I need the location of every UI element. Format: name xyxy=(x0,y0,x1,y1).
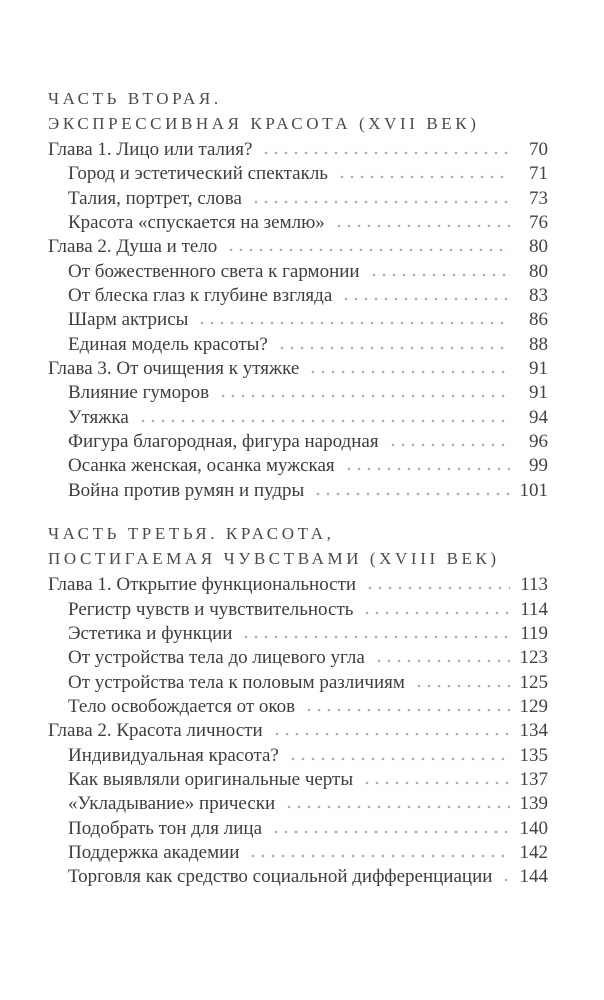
toc-entry-label: Подобрать тон для лица xyxy=(68,817,263,839)
toc-entry-label: Глава 3. От очищения к утяжке xyxy=(48,358,300,380)
dot-leader xyxy=(284,797,510,809)
toc-entry-label: Шарм актрисы xyxy=(68,309,189,331)
toc-entry xyxy=(48,817,548,841)
toc-entry-label: Глава 2. Душа и тело xyxy=(48,236,218,258)
toc-entry-label: Эстетика и функции xyxy=(68,622,233,644)
toc-entry xyxy=(48,841,548,865)
toc-part-second xyxy=(48,86,548,503)
dot-leader xyxy=(308,362,510,374)
toc-entry xyxy=(48,381,548,405)
toc-entry-label: Красота «спускается на землю» xyxy=(68,212,325,234)
toc-entry-page: 114 xyxy=(520,598,548,620)
toc-entry-label: Талия, портрет, слова xyxy=(68,187,242,209)
dot-leader xyxy=(337,167,510,179)
toc-entry-page: 101 xyxy=(519,479,548,501)
toc-entry-label: Регистр чувств и чувствительность xyxy=(68,598,354,620)
toc-entry xyxy=(48,308,548,332)
dot-leader xyxy=(313,484,510,496)
toc-entry xyxy=(48,430,548,454)
dot-leader xyxy=(341,289,510,301)
toc-entry-page: 71 xyxy=(529,163,548,185)
dot-leader xyxy=(226,240,510,252)
toc-entry xyxy=(48,719,548,743)
dot-leader xyxy=(334,216,510,228)
toc-entry-page: 144 xyxy=(519,866,548,888)
toc-entry-page: 137 xyxy=(519,768,548,790)
toc-entry-page: 86 xyxy=(529,309,548,331)
toc-entry xyxy=(48,622,548,646)
toc-entry-label: «Укладывание» прически xyxy=(68,793,276,815)
dot-leader xyxy=(271,822,510,834)
toc-entries xyxy=(48,573,548,889)
toc-entry-label: Влияние гуморов xyxy=(68,382,210,404)
toc-entry-page: 129 xyxy=(519,695,548,717)
toc-entry xyxy=(48,744,548,768)
toc-entry-label: Фигура благородная, фигура народная xyxy=(68,431,379,453)
toc-entry-label: Индивидуальная красота? xyxy=(68,744,279,766)
toc-entry xyxy=(48,138,548,162)
toc-entry-label: Тело освобождается от оков xyxy=(68,695,296,717)
toc-entry xyxy=(48,162,548,186)
dot-leader xyxy=(138,411,510,423)
toc-part-heading-line2: ЭКСПРЕССИВНАЯ КРАСОТА (XVII ВЕК) xyxy=(48,114,480,133)
toc-entry-label: Город и эстетический спектакль xyxy=(68,163,328,185)
toc-entry-label: Единая модель красоты? xyxy=(68,333,268,355)
toc-entry-page: 96 xyxy=(529,431,548,453)
dot-leader xyxy=(362,773,510,785)
toc-entry-label: От устройства тела до лицевого угла xyxy=(68,647,365,669)
dot-leader xyxy=(277,338,510,350)
dot-leader xyxy=(272,724,510,736)
toc-entry xyxy=(48,646,548,670)
toc-entry-label: Утяжка xyxy=(68,406,129,428)
toc-entry xyxy=(48,573,548,597)
toc-entry-page: 123 xyxy=(519,647,548,669)
toc-part-heading xyxy=(48,86,548,136)
toc-entry-label: Как выявляли оригинальные черты xyxy=(68,768,354,790)
dot-leader xyxy=(218,386,510,398)
dot-leader xyxy=(197,313,510,325)
toc-entry-page: 140 xyxy=(519,817,548,839)
toc-entry-label: От блеска глаз к глубине взгляда xyxy=(68,285,333,307)
toc-part-heading-line1: ЧАСТЬ ТРЕТЬЯ. КРАСОТА, xyxy=(48,524,335,544)
toc-entry xyxy=(48,792,548,816)
toc-entry-label: Торговля как средство социальной дифференциации xyxy=(68,866,493,888)
toc-entry-page: 88 xyxy=(529,333,548,355)
toc-entry xyxy=(48,284,548,308)
toc-entry xyxy=(48,406,548,430)
toc-entry-page: 113 xyxy=(520,574,548,596)
toc-entry xyxy=(48,865,548,889)
dot-leader xyxy=(365,578,510,590)
dot-leader xyxy=(251,192,510,204)
toc-part-third xyxy=(48,521,548,889)
dot-leader xyxy=(241,627,510,639)
toc-entry xyxy=(48,260,548,284)
dot-leader xyxy=(414,676,510,688)
toc-entry-label: От устройства тела к половым различиям xyxy=(68,671,405,693)
toc-entry-page: 139 xyxy=(519,793,548,815)
toc-entry xyxy=(48,235,548,259)
toc-entry-label: Глава 2. Красота личности xyxy=(48,720,263,742)
toc-entry xyxy=(48,695,548,719)
dot-leader xyxy=(369,265,510,277)
toc-entry-page: 125 xyxy=(519,671,548,693)
toc-entry-page: 142 xyxy=(519,841,548,863)
toc-entry xyxy=(48,671,548,695)
toc-entry-page: 83 xyxy=(529,285,548,307)
toc-part-heading-line1: ЧАСТЬ ВТОРАЯ. xyxy=(48,89,222,108)
toc-entry xyxy=(48,187,548,211)
toc-entry-page: 135 xyxy=(519,744,548,766)
toc-entries xyxy=(48,138,548,503)
toc-entry-page: 91 xyxy=(529,382,548,404)
toc-entry-page: 80 xyxy=(529,260,548,282)
toc-entry-page: 99 xyxy=(529,455,548,477)
toc-entry xyxy=(48,768,548,792)
dot-leader xyxy=(374,651,510,663)
dot-leader xyxy=(248,846,510,858)
toc-entry xyxy=(48,357,548,381)
toc-entry-label: Глава 1. Открытие функциональности xyxy=(48,574,357,596)
toc-entry-label: Глава 1. Лицо или талия? xyxy=(48,139,253,160)
toc-entry-label: От божественного света к гармонии xyxy=(68,260,360,282)
toc-entry-page: 70 xyxy=(529,139,548,160)
toc-entry-page: 73 xyxy=(529,187,548,209)
toc-entry xyxy=(48,211,548,235)
toc-entry-label: Осанка женская, осанка мужская xyxy=(68,455,335,477)
toc-part-heading xyxy=(48,521,548,571)
dot-leader xyxy=(501,870,510,882)
dot-leader xyxy=(288,749,510,761)
toc-entry-page: 76 xyxy=(529,212,548,234)
dot-leader xyxy=(362,603,510,615)
toc-entry-page: 134 xyxy=(519,720,548,742)
toc-entry-page: 94 xyxy=(529,406,548,428)
toc-entry-page: 91 xyxy=(529,358,548,380)
toc-entry xyxy=(48,479,548,503)
toc-entry-label: Война против румян и пудры xyxy=(68,479,305,501)
toc-entry-label: Поддержка академии xyxy=(68,841,240,863)
toc-part-heading-line2: ПОСТИГАЕМАЯ ЧУВСТВАМИ (XVIII ВЕК) xyxy=(48,549,500,569)
dot-leader xyxy=(344,459,510,471)
dot-leader xyxy=(388,435,510,447)
toc-entry xyxy=(48,454,548,478)
dot-leader xyxy=(261,143,510,155)
dot-leader xyxy=(304,700,510,712)
toc-entry-page: 80 xyxy=(529,236,548,258)
toc-entry xyxy=(48,598,548,622)
toc-entry xyxy=(48,333,548,357)
toc-entry-page: 119 xyxy=(520,622,548,644)
